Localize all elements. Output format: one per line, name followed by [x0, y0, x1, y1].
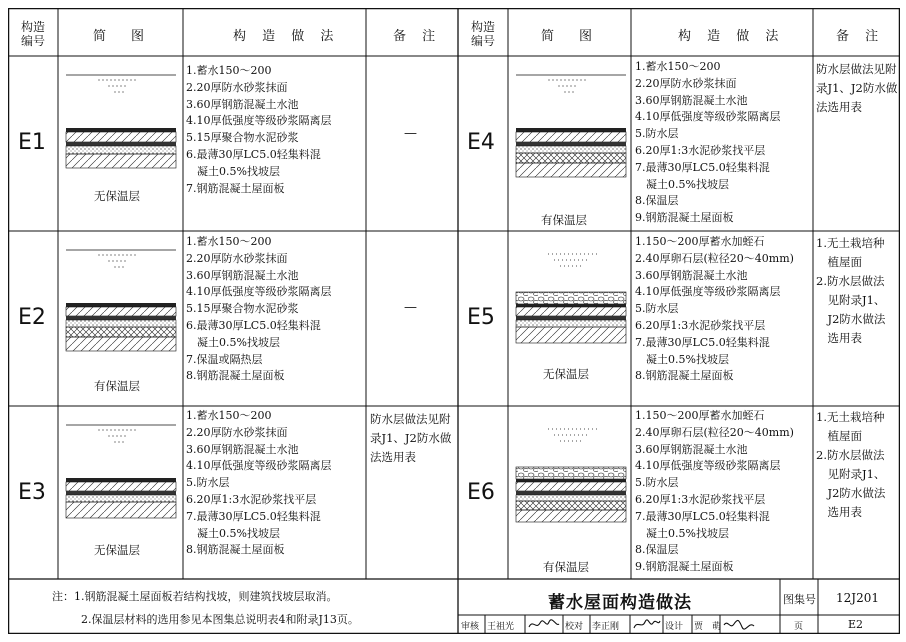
- design-label: 设计: [665, 622, 684, 632]
- note-1: 注：1.钢筋混凝土屋面板若结构找坡，则建筑找坡层取消。: [52, 590, 338, 603]
- page-number: E2: [848, 618, 864, 631]
- atlas-number: 12J201: [836, 591, 879, 605]
- sketch-e2: [66, 250, 176, 351]
- code-e6: E6: [467, 480, 495, 505]
- header-method-right: 构 造 做 法: [678, 29, 785, 44]
- remark-e6: 1.无土栽培种 植屋面 2.防水层做法 见附录J1、 J2防水做法 选用表: [816, 410, 886, 519]
- drawing-title: 蓄水屋面构造做法: [548, 593, 692, 613]
- note-2: 2.保温层材料的选用参见本图集总说明表4和附录J13页。: [81, 613, 359, 626]
- sketch-e6: [516, 429, 626, 522]
- steps-e2: 1.蓄水150～200 2.20厚防水砂浆抹面 3.60厚钢筋混凝土水池 4.10厚低强度等级砂浆隔离层 5.15厚聚合物水泥砂浆 6.最薄30厚LC5.0轻集料混 凝土0.5%找坡层 7.保温或隔热层 8.钢筋混凝土屋面板: [186, 235, 332, 383]
- header-method-left: 构 造 做 法: [233, 29, 340, 44]
- header-code-right: 构造 编号: [470, 20, 495, 48]
- designer-name: 贾 萌: [694, 622, 722, 632]
- code-e5: E5: [467, 305, 495, 330]
- steps-e6: 1.150～200厚蓄水加蛭石 2.40厚卵石层(粒径20～40mm) 3.60厚钢筋混凝土水池 4.10厚低强度等级砂浆隔离层 5.防水层 6.20厚1:3水泥砂浆找平层 7.最薄30厚LC5.0轻集料混 凝土0.5%找坡层 8.保温层 9.钢筋混凝土屋面板: [635, 409, 794, 574]
- code-e1: E1: [18, 130, 46, 155]
- reviewer-signature: [527, 617, 561, 632]
- caption-e5: 无保温层: [543, 367, 589, 381]
- header-sketch-right: 简 图: [541, 29, 599, 44]
- steps-e1: 1.蓄水150～200 2.20厚防水砂浆抹面 3.60厚钢筋混凝土水池 4.10厚低强度等级砂浆隔离层 5.15厚聚合物水泥砂浆 6.最薄30厚LC5.0轻集料混 凝土0.5%找坡层 7.钢筋混凝土屋面板: [186, 64, 332, 195]
- header-sketch-left: 简 图: [93, 29, 151, 44]
- checker-name: 李正刚: [592, 622, 620, 632]
- steps-e5: 1.150～200厚蓄水加蛭石 2.40厚卵石层(粒径20～40mm) 3.60厚钢筋混凝土水池 4.10厚低强度等级砂浆隔离层 5.防水层 6.20厚1:3水泥砂浆找平层 7.最薄30厚LC5.0轻集料混 凝土0.5%找坡层 8.钢筋混凝土屋面板: [635, 235, 794, 383]
- caption-e4: 有保温层: [541, 213, 587, 227]
- remark-e2: —: [404, 300, 417, 315]
- drawing-frame: [8, 8, 900, 634]
- checker-signature: [632, 617, 662, 632]
- steps-e4: 1.蓄水150～200 2.20厚防水砂浆抹面 3.60厚钢筋混凝土水池 4.10厚低强度等级砂浆隔离层 5.防水层 6.20厚1:3水泥砂浆找平层 7.最薄30厚LC5.0轻集料混 凝土0.5%找坡层 8.保温层 9.钢筋混凝土屋面板: [635, 60, 781, 225]
- header-code-left: 构造 编号: [20, 20, 45, 48]
- remark-e1: —: [404, 126, 417, 141]
- sketch-e1: [66, 75, 176, 168]
- sketch-e3: [66, 425, 176, 518]
- steps-e3: 1.蓄水150～200 2.20厚防水砂浆抹面 3.60厚钢筋混凝土水池 4.10厚低强度等级砂浆隔离层 5.防水层 6.20厚1:3水泥砂浆找平层 7.最薄30厚LC5.0轻集料混 凝土0.5%找坡层 8.钢筋混凝土屋面板: [186, 409, 332, 557]
- review-label: 审核: [461, 622, 480, 632]
- sketch-e5: [516, 254, 626, 343]
- caption-e1: 无保温层: [94, 189, 140, 203]
- header-remark-right: 备 注: [836, 29, 885, 44]
- remark-e4: 防水层做法见附录J1、J2防水做法选用表: [816, 62, 898, 114]
- caption-e6: 有保温层: [543, 560, 589, 574]
- code-e4: E4: [467, 130, 495, 155]
- atlas-label: 图集号: [783, 593, 816, 606]
- code-e2: E2: [18, 305, 46, 330]
- caption-e3: 无保温层: [94, 543, 140, 557]
- reviewer-name: 王祖光: [487, 622, 515, 632]
- header-remark-left: 备 注: [393, 29, 442, 44]
- remark-e3: 防水层做法见附录J1、J2防水做法选用表: [370, 412, 452, 464]
- caption-e2: 有保温层: [94, 379, 140, 393]
- check-label: 校对: [565, 622, 584, 632]
- page-label: 页: [794, 622, 804, 632]
- code-e3: E3: [18, 480, 46, 505]
- remark-e5: 1.无土栽培种 植屋面 2.防水层做法 见附录J1、 J2防水做法 选用表: [816, 236, 886, 345]
- designer-signature: [722, 617, 756, 632]
- sketch-e4: [516, 75, 626, 177]
